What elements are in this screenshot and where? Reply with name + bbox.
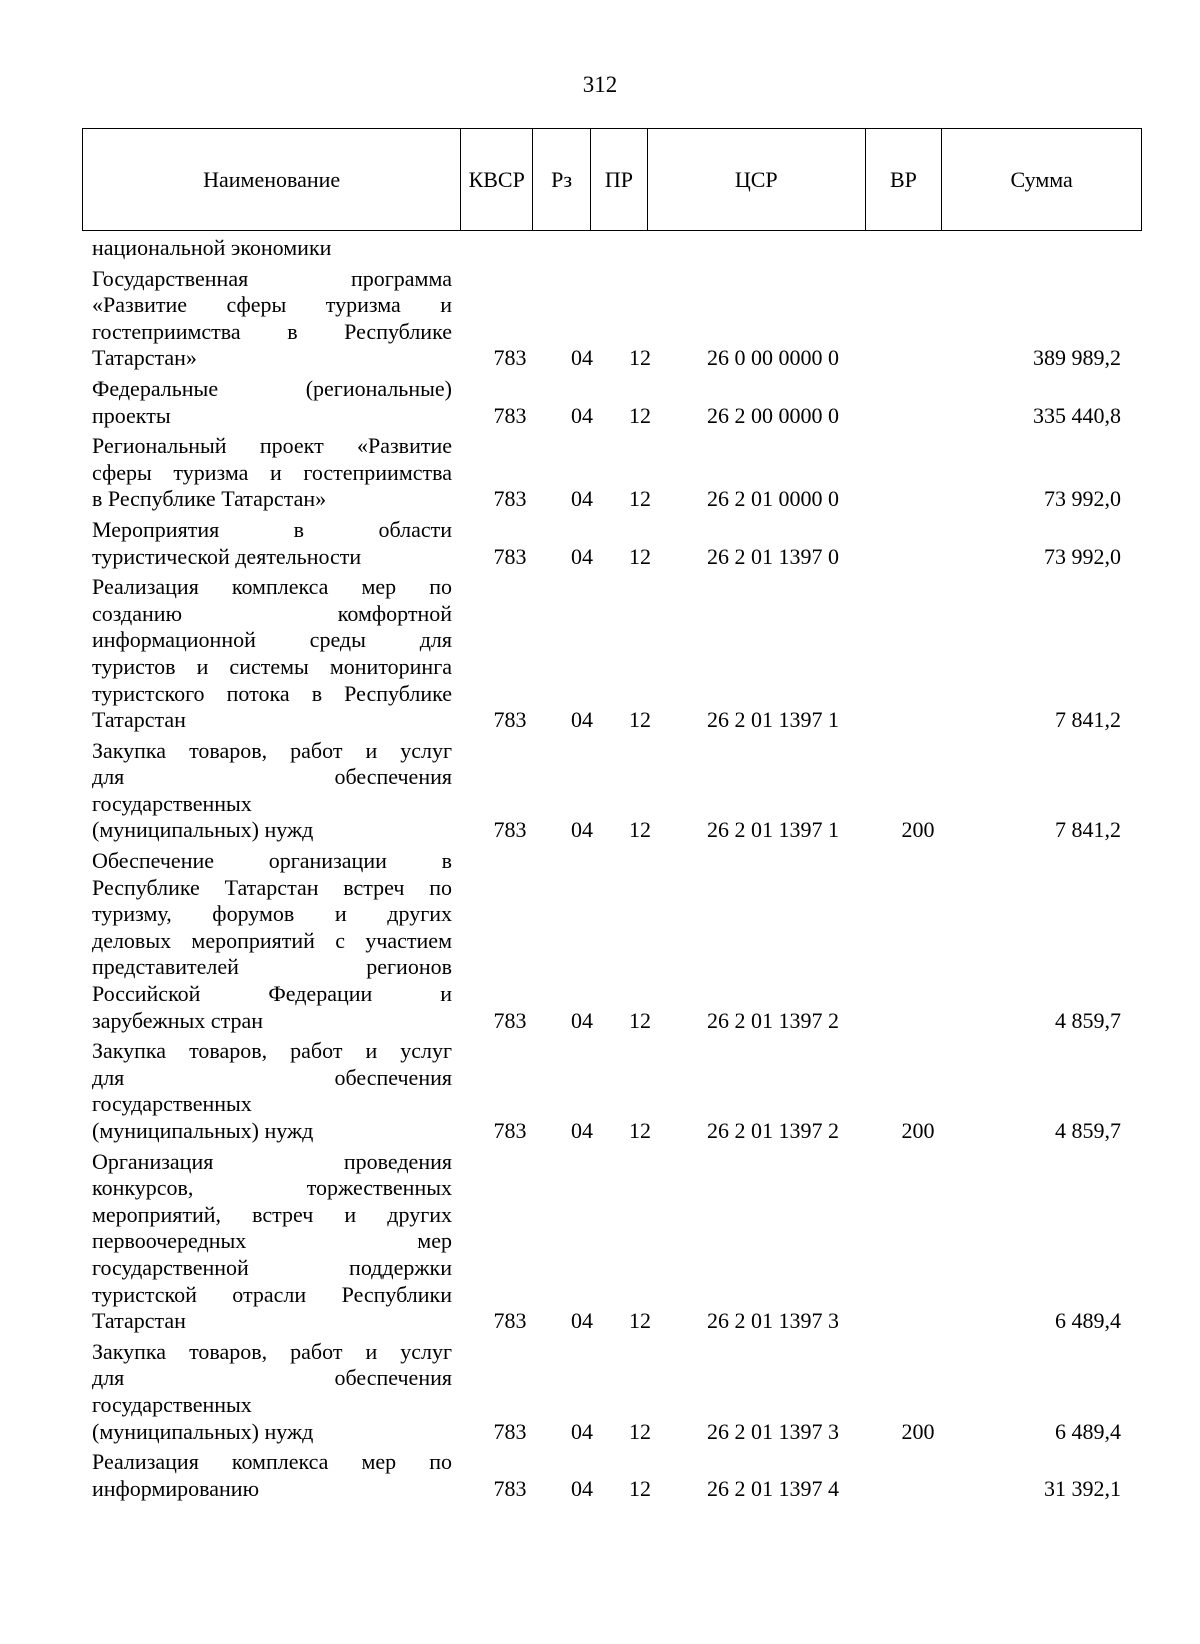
row-sum: 335 440,8	[1033, 402, 1121, 428]
header-rz: Рз	[533, 129, 591, 230]
table-row	[92, 1339, 1142, 1445]
row-name-line: национальной экономики	[92, 235, 332, 260]
table-row	[92, 517, 1142, 570]
row-kvsr: 783	[493, 817, 527, 843]
row-kvsr: 783	[493, 543, 527, 569]
row-name-line: зарубежных стран	[92, 1007, 263, 1033]
row-rz: 04	[571, 402, 593, 428]
row-name-line: Республике Татарстан встреч по	[92, 874, 452, 900]
row-name	[92, 266, 452, 372]
row-pr: 12	[629, 402, 651, 428]
row-name-line: (муниципальных) нужд	[92, 817, 314, 843]
row-sum: 4 859,7	[1055, 1118, 1121, 1143]
row-name-line: мероприятий, встреч и других	[92, 1201, 452, 1227]
row-name-line: (муниципальных) нужд	[92, 1418, 314, 1444]
row-csr: 26 2 01 1397 0	[707, 543, 839, 569]
row-name-line: деловых мероприятий с участием	[92, 927, 452, 953]
row-pr: 12	[629, 1475, 651, 1501]
row-sum: 389 989,2	[1033, 345, 1121, 371]
table-row	[92, 1449, 1142, 1502]
row-name	[92, 574, 452, 734]
row-pr: 12	[629, 1418, 651, 1444]
row-kvsr: 783	[493, 1308, 527, 1334]
row-rz: 04	[571, 543, 593, 569]
row-rz: 04	[571, 1007, 593, 1033]
row-sum: 4 859,7	[1055, 1007, 1121, 1033]
row-csr: 26 0 00 0000 0	[707, 345, 839, 371]
row-rz: 04	[571, 1308, 593, 1334]
row-kvsr: 783	[493, 345, 527, 371]
page-number: 312	[582, 72, 618, 97]
row-name-line: для обеспечения	[92, 764, 452, 790]
row-name-line: для обеспечения	[92, 1064, 452, 1090]
row-sum: 73 992,0	[1044, 486, 1121, 512]
row-csr: 26 2 01 1397 2	[707, 1118, 839, 1143]
row-pr: 12	[629, 817, 651, 843]
row-name-line: сферы туризма и гостеприимства	[92, 459, 452, 485]
row-name-line: (муниципальных) нужд	[92, 1118, 314, 1143]
row-kvsr: 783	[493, 1007, 527, 1033]
row-name-line: государственных	[92, 1091, 252, 1117]
header-pr: ПР	[591, 129, 648, 230]
table-body	[92, 235, 1142, 1502]
row-csr: 26 2 01 1397 4	[707, 1475, 839, 1501]
table-row	[92, 1038, 1142, 1144]
row-kvsr: 783	[493, 1118, 527, 1143]
row-name-line: государственной поддержки	[92, 1254, 452, 1280]
header-csr: ЦСР	[648, 129, 866, 230]
row-kvsr: 783	[493, 486, 527, 512]
row-name-line: туризму, форумов и других	[92, 901, 452, 927]
row-name	[92, 1339, 452, 1445]
row-name	[92, 738, 452, 844]
row-name-line: Организация проведения	[92, 1148, 452, 1174]
row-vr: 200	[901, 1118, 935, 1143]
row-name-line: туристов и системы мониторинга	[92, 653, 452, 679]
row-pr: 12	[629, 543, 651, 569]
table-row	[92, 376, 1142, 429]
row-name-line: туристского потока в Республике	[92, 680, 452, 706]
table-row	[92, 574, 1142, 734]
row-name-line: Реализация комплекса мер по	[92, 1449, 452, 1475]
table-header	[82, 128, 1142, 231]
header-vr: ВР	[866, 129, 943, 230]
row-name-line: гостеприимства в Республике	[92, 318, 452, 344]
row-csr: 26 2 01 1397 1	[707, 707, 839, 733]
row-name-line: Российской Федерации и	[92, 981, 452, 1007]
row-name-line: государственных	[92, 1391, 252, 1417]
row-kvsr: 783	[493, 402, 527, 428]
row-name	[92, 433, 452, 513]
row-vr: 200	[901, 817, 935, 843]
row-kvsr: 783	[493, 1475, 527, 1501]
row-vr: 200	[901, 1418, 935, 1444]
row-sum: 7 841,2	[1055, 817, 1121, 843]
row-name	[92, 1449, 452, 1502]
row-rz: 04	[571, 817, 593, 843]
table-row	[92, 848, 1142, 1034]
row-pr: 12	[629, 1308, 651, 1334]
row-pr: 12	[629, 707, 651, 733]
table-row	[92, 266, 1142, 372]
row-name-line: Татарстан	[92, 707, 186, 733]
row-name-line: информационной среды для	[92, 627, 452, 653]
header-kvsr: КВСР	[461, 129, 533, 230]
row-name	[92, 1038, 452, 1144]
row-pr: 12	[629, 345, 651, 371]
row-name-line: в Республике Татарстан»	[92, 486, 327, 512]
row-sum: 73 992,0	[1044, 543, 1121, 569]
row-name-line: «Развитие сферы туризма и	[92, 292, 452, 318]
row-name	[92, 376, 452, 429]
table-row	[92, 433, 1142, 513]
row-name-line: Закупка товаров, работ и услуг	[92, 737, 452, 763]
row-name	[92, 1149, 452, 1335]
row-kvsr: 783	[493, 1418, 527, 1444]
row-csr: 26 2 01 0000 0	[707, 486, 839, 512]
row-csr: 26 2 01 1397 1	[707, 817, 839, 843]
row-name	[92, 235, 452, 262]
row-name	[92, 848, 452, 1034]
row-name-line: созданию комфортной	[92, 600, 452, 626]
header-name: Наименование	[83, 129, 461, 230]
row-rz: 04	[571, 345, 593, 371]
row-csr: 26 2 01 1397 3	[707, 1418, 839, 1444]
row-name-line: Государственная программа	[92, 265, 452, 291]
row-name-line: Закупка товаров, работ и услуг	[92, 1038, 452, 1064]
row-rz: 04	[571, 1118, 593, 1143]
row-name	[92, 517, 452, 570]
row-csr: 26 2 01 1397 2	[707, 1007, 839, 1033]
row-name-line: Региональный проект «Развитие	[92, 433, 452, 459]
row-rz: 04	[571, 1418, 593, 1444]
row-sum: 7 841,2	[1055, 707, 1121, 733]
table-row	[92, 235, 1142, 262]
table-row	[92, 1149, 1142, 1335]
row-pr: 12	[629, 486, 651, 512]
row-name-line: информированию	[92, 1475, 260, 1501]
row-name-line: конкурсов, торжественных	[92, 1175, 452, 1201]
row-name-line: представителей регионов	[92, 954, 452, 980]
row-name-line: туристической деятельности	[92, 543, 362, 569]
row-pr: 12	[629, 1007, 651, 1033]
row-name-line: государственных	[92, 790, 252, 816]
row-rz: 04	[571, 486, 593, 512]
row-csr: 26 2 00 0000 0	[707, 402, 839, 428]
row-name-line: туристской отрасли Республики	[92, 1281, 452, 1307]
row-name-line: Закупка товаров, работ и услуг	[92, 1338, 452, 1364]
row-rz: 04	[571, 707, 593, 733]
row-name-line: Татарстан»	[92, 345, 197, 371]
row-name-line: Мероприятия в области	[92, 516, 452, 542]
row-name-line: Реализация комплекса мер по	[92, 574, 452, 600]
row-rz: 04	[571, 1475, 593, 1501]
table-row	[92, 738, 1142, 844]
row-sum: 31 392,1	[1044, 1475, 1121, 1501]
row-name-line: для обеспечения	[92, 1365, 452, 1391]
row-sum: 6 489,4	[1055, 1308, 1121, 1334]
row-name-line: проекты	[92, 402, 171, 428]
row-sum: 6 489,4	[1055, 1418, 1121, 1444]
header-sum: Сумма	[1010, 166, 1073, 192]
row-name-line: первоочередных мер	[92, 1228, 452, 1254]
row-name-line: Татарстан	[92, 1308, 186, 1334]
row-pr: 12	[629, 1118, 651, 1143]
row-csr: 26 2 01 1397 3	[707, 1308, 839, 1334]
row-name-line: Федеральные (региональные)	[92, 375, 452, 401]
row-kvsr: 783	[493, 707, 527, 733]
row-name-line: Обеспечение организации в	[92, 848, 452, 874]
